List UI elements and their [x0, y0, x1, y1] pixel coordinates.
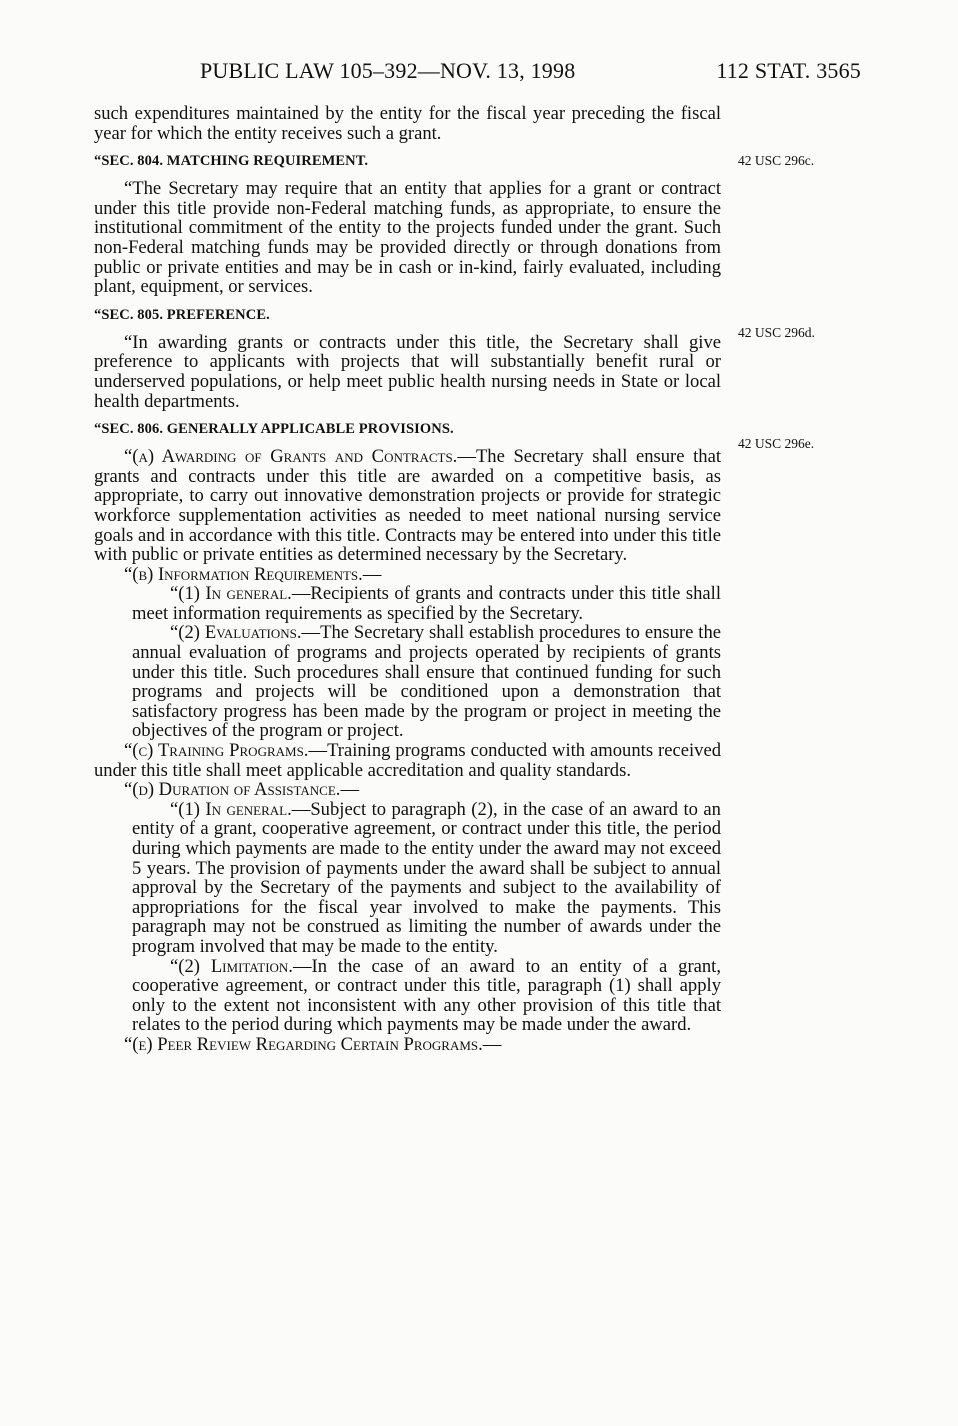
paragraph-b2 — [132, 623, 721, 741]
paragraph-b2-label: “(2) Evaluations. — [170, 622, 302, 644]
paragraph-d1-label: “(1) In general. — [170, 798, 292, 820]
subsection-e-label: “(e) Peer Review Regarding Certain Programs. — [124, 1033, 483, 1055]
subsection-e — [94, 1035, 721, 1055]
subsection-b — [94, 565, 721, 585]
section-805-text: “In awarding grants or contracts under this title, the Secretary shall give preference to applicants with projects that will substantially benefit rural or underserved populations, or help meet public health nursing needs in State or local health departments. — [94, 331, 721, 412]
subsection-a-label: “(a) Awarding of Grants and Contracts. — [124, 446, 458, 468]
margin-note-sec805: 42 USC 296d. — [738, 325, 815, 340]
paragraph-d2 — [132, 957, 721, 1035]
margin-note-sec806: 42 USC 296e. — [738, 436, 815, 451]
section-804-text: “The Secretary may require that an entity that applies for a grant or contract under this title provide non-Federal matching funds, as appropriate, to ensure the institutional commitment of the entity to the projects funded under the grant. Such non-Federal matching funds may be provided directly or through donations from public or private entities and may be in cash or in-kind, fairly evaluated, including plant, equipment, or services. — [94, 178, 721, 298]
header-title: PUBLIC LAW 105–392—NOV. 13, 1998 — [200, 58, 576, 83]
paragraph-b2-text: —The Secretary shall establish procedures to ensure the annual evaluation of programs and projects operated by recipients of grants under this title. Such procedures shall ensure that continued funding for such programs and projects will be conditioned upon a demonstration that satisfactory progress has been made by the program or project in meeting the objectives of the program or project. — [132, 622, 721, 742]
subsection-a-text: —The Secretary shall ensure that grants and contracts under this title are awarded on a competitive basis, as appropriate, to carry out innovative demonstration projects or provide for strategic workforce supplementation activities as needed to meet national nursing service goals and in accordance with this title. Contracts may be entered into under this title with public or private entities as determined necessary by the Secretary. — [94, 446, 721, 566]
section-804-heading: “SEC. 804. MATCHING REQUIREMENT. — [94, 153, 369, 170]
subsection-c-label: “(c) Training Programs. — [124, 740, 309, 762]
subsection-d-label: “(d) Duration of Assistance. — [124, 779, 341, 801]
paragraph-d1 — [132, 800, 721, 957]
paragraph-d1-text: —Subject to paragraph (2), in the case of an award to an entity of a grant, cooperative agreement, or contract under this title, the period during which payments are made to the entity under the award may not exceed 5 years. The provision of payments under the award shall be subject to annual approval by the Secretary of the payments and subject to the availability of appropriations for the fiscal year involved to make the payments. This paragraph may not be construed as limiting the number of awards under the program involved that may be made to the entity. — [132, 798, 721, 957]
paragraph-d2-label: “(2) Limitation. — [170, 955, 293, 977]
paragraph-b1 — [132, 584, 721, 623]
paragraph-d2-text: —In the case of an award to an entity of a grant, cooperative agreement, or contract under this title, paragraph (1) shall apply only to the extent not inconsistent with any other provision of this title that relates to the period during which payments may be made under the award. — [132, 955, 721, 1036]
subsection-b-dash: — — [362, 563, 382, 585]
margin-note-sec804: 42 USC 296c. — [738, 153, 815, 168]
header-stat-page: 112 STAT. 3565 — [716, 58, 861, 83]
subsection-d-dash: — — [340, 779, 360, 801]
section-805-heading: “SEC. 805. PREFERENCE. — [94, 306, 270, 323]
subsection-c-text: —Training programs conducted with amounts received under this title shall meet applicable accreditation and quality standards. — [94, 740, 722, 781]
subsection-b-label: “(b) Information Requirements. — [124, 563, 363, 585]
subsection-a — [94, 447, 721, 565]
section-806-heading: “SEC. 806. GENERALLY APPLICABLE PROVISIONS. — [94, 421, 454, 438]
subsection-e-dash: — — [482, 1033, 502, 1055]
subsection-d — [94, 780, 721, 800]
paragraph-b1-text: —Recipients of grants and contracts under this title shall meet information requirements as specified by the Secretary. — [132, 583, 722, 624]
statute-text — [94, 104, 721, 1055]
carryover-paragraph: such expenditures maintained by the entity for the fiscal year preceding the fiscal year for which the entity receives such a grant. — [94, 103, 721, 144]
running-header — [200, 50, 865, 90]
paragraph-b1-label: “(1) In general. — [170, 583, 292, 605]
subsection-c — [94, 741, 721, 780]
